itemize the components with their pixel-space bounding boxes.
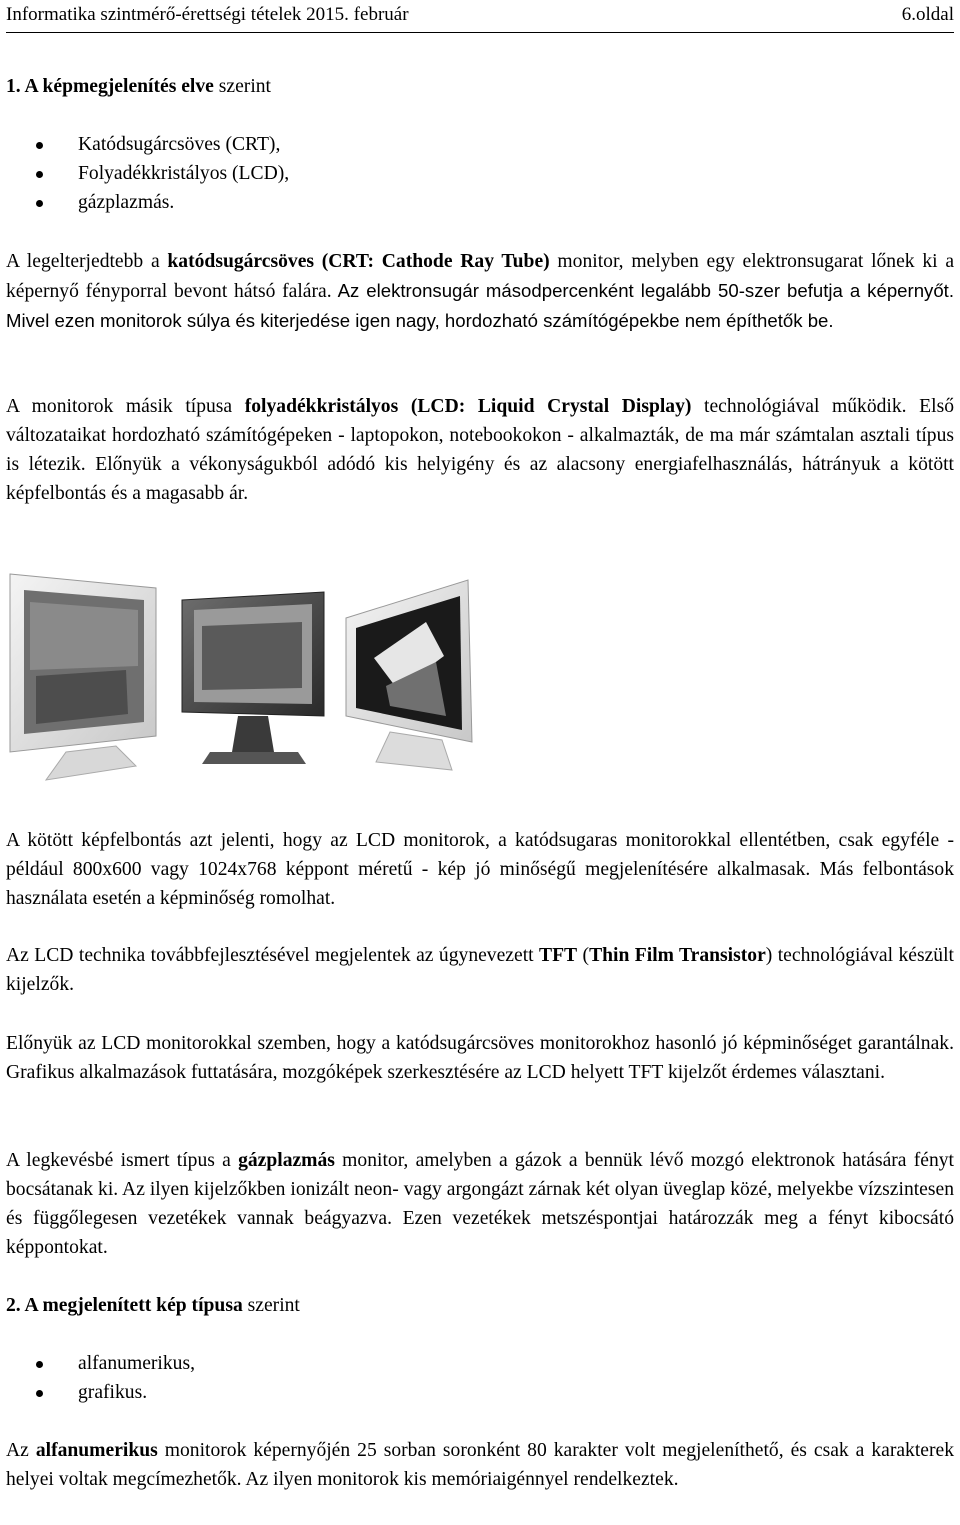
plasma-paragraph [6,1146,954,1262]
list-item: Folyadékkristályos (LCD), [6,159,954,188]
header-title: Informatika szintmérő-érettségi tételek 2015. február [6,4,409,25]
text-span: monitorok képernyőjén 25 sorban soronként 80 karakter volt megjeleníthető, és csak a karakterek helyei voltak megcímezhetők. Az ilyen monitorok kis memóriaigénnyel rendelkeztek. [6,1440,955,1490]
list-item: Katódsugárcsöves (CRT), [6,130,954,159]
page-number: 6.oldal [901,4,954,25]
image-type-list [6,1349,954,1407]
text-span: Az [6,1440,36,1461]
fixed-resolution-paragraph: A kötött képfelbontás azt jelenti, hogy az LCD monitorok, a katódsugaras monitorokkal ellentétben, csak egyféle - például 800x600 vagy 1024x768 képpont méretű - kép jó minőségű megjelenítésére alkalmasak. Más felbontások használata esetén a képminőség romolhat. [6,830,954,909]
text-span: monitor, amelyben a gázok a bennük lévő mozgó elektronok hatására fényt bocsátanak ki. Az ilyen kijelzőkben ionizált neon- vagy argongázt zárnak két olyan üveglap közé, melyekbe vízszintesen és függőlegesen vezetékek vannak beágyazva. Ezen vezetékek metszéspontjai határozzák meg a fényt kibocsátó képpontokat. [6,1150,954,1258]
crt-paragraph [6,247,954,336]
text-span: Az LCD technika továbbfejlesztésével megjelentek az úgynevezett [6,945,540,966]
tft-term: TFT [539,945,578,966]
monitors-image [6,566,476,788]
crt-term: katódsugárcsöves (CRT: Cathode Ray Tube) [167,251,550,272]
text-span: monitor, melyben egy elektronsugarat lőnek ki a képernyő fényporral bevont hátsó falára. [6,251,955,302]
section-2-heading [6,1291,954,1320]
lcd-paragraph [6,392,954,508]
crt-monitor-icon [10,574,156,780]
section-1-heading-bold: 1. A képmegjelenítés elve [6,76,214,97]
page-header [6,2,954,33]
text-span: ( [577,945,590,966]
text-span: Előnyük a vékonyságukból adódó kis helyigény és az alacsony energiafelhasználás, hátrányuk a kötött képfelbontás és a magasabb ár. [6,454,954,504]
tft-advantages-paragraph: Előnyük az LCD monitorokkal szemben, hogy a katódsugárcsöves monitorokhoz hasonló jó képminőséget garantálnak. Grafikus alkalmazások futtatására, mozgóképek szerkesztésére az LCD helyett TFT kijelzőt érdemes választani. [6,1033,954,1083]
text-span: ) technológiával készült kijelzők. [6,945,954,995]
section-1-heading-rest: szerint [213,76,272,97]
list-item: alfanumerikus, [6,1349,954,1378]
text-span: Az elektronsugár másodpercenként legalább 50-szer befutja a képernyőt. Mivel ezen monitorok súlya és kiterjedése igen nagy, hordozható számítógépekbe nem építhetők be. [6,280,955,331]
tft-full-term: Thin Film Transistor [589,945,766,966]
lcd-monitor-icon [182,592,324,764]
alphanumeric-term: alfanumerikus [35,1440,158,1461]
lcd-term: folyadékkristályos (LCD: Liquid Crystal Display) [244,396,692,417]
text-span: A legelterjedtebb a [6,251,168,272]
text-span: Első változataikat hordozható számítógépeken - laptopokon, notebookokon - alkalmazták, de ma már számtalan asztali típus is létezik. [6,396,955,475]
list-item: gázplazmás. [6,188,954,217]
plasma-term: gázplazmás [238,1150,335,1171]
section-2-heading-bold: 2. A megjelenített kép típusa [6,1295,243,1316]
section-1-heading [6,72,954,101]
tft-paragraph [6,941,954,999]
tft-monitor-icon [346,580,472,770]
display-principle-list [6,130,954,217]
text-span: A monitorok másik típusa [6,396,245,417]
text-span: A legkevésbé ismert típus a [6,1150,239,1171]
alphanumeric-paragraph [6,1436,954,1494]
list-item: grafikus. [6,1378,954,1407]
text-span: technológiával működik. [691,396,907,417]
section-2-heading-rest: szerint [242,1295,300,1316]
